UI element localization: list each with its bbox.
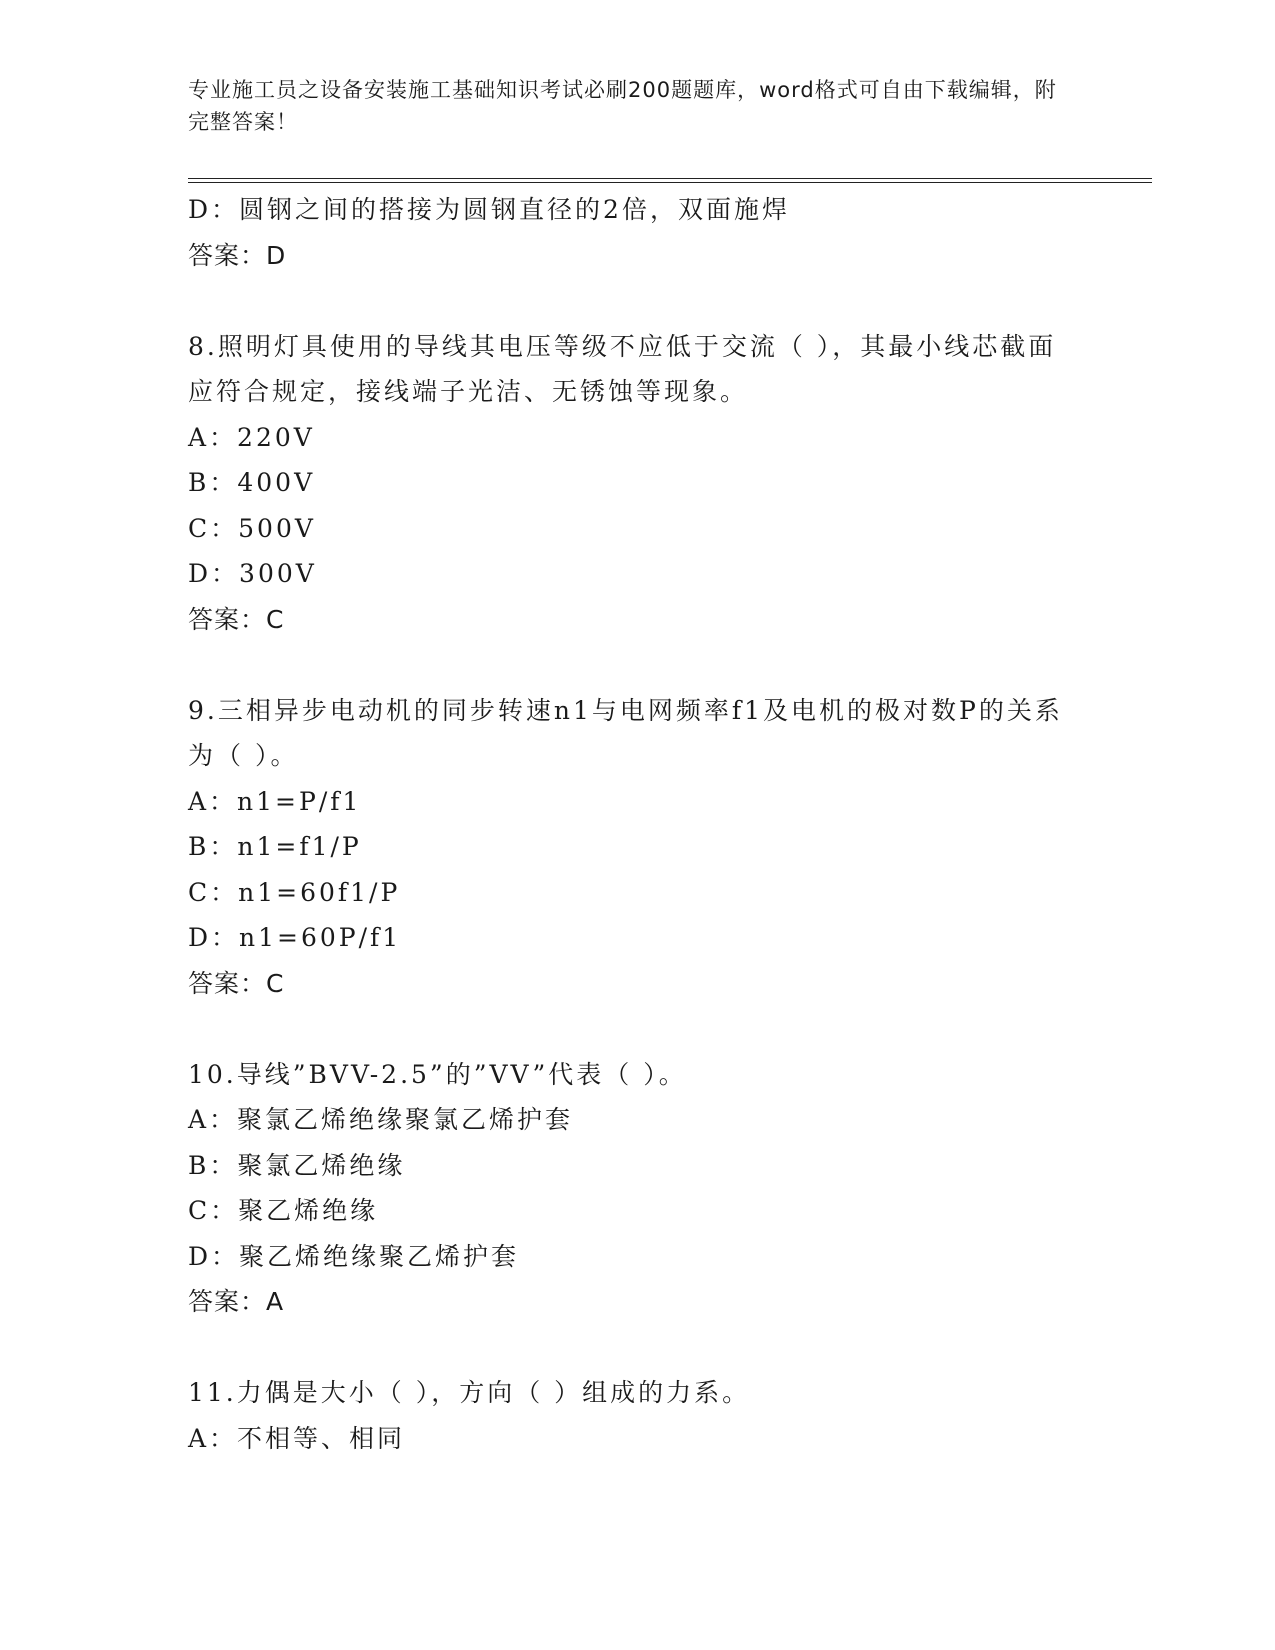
question-stem: 10.导线”BVV-2.5”的”VV”代表（ ）。 bbox=[188, 1059, 687, 1089]
question-stem: 11.力偶是大小（ ），方向（ ）组成的力系。 bbox=[188, 1378, 751, 1407]
question-8 bbox=[188, 324, 1088, 643]
option-d: D：n1=60P/f1 bbox=[188, 923, 402, 952]
header-rule-thick bbox=[188, 178, 1152, 179]
answer: 答案：C bbox=[188, 968, 285, 998]
answer: 答案：C bbox=[188, 604, 285, 634]
prev-answer: 答案：D bbox=[188, 240, 287, 270]
document-body bbox=[188, 187, 1088, 1461]
question-stem: 8.照明灯具使用的导线其电压等级不应低于交流（ ），其最小线芯截面应符合规定，接线端子光洁、无锈蚀等现象。 bbox=[188, 331, 1057, 406]
document-header: 专业施工员之设备安装施工基础知识考试必刷200题题库，word格式可自由下载编辑，附完整答案！ bbox=[188, 78, 1057, 134]
option-a: A：聚氯乙烯绝缘聚氯乙烯护套 bbox=[188, 1105, 574, 1134]
answer: 答案：A bbox=[188, 1287, 285, 1316]
question-stem: 9.三相异步电动机的同步转速n1与电网频率f1及电机的极对数P的关系为（ ）。 bbox=[188, 695, 1063, 770]
question-11 bbox=[188, 1370, 1088, 1461]
option-a: A：n1=P/f1 bbox=[188, 786, 362, 816]
question-10 bbox=[188, 1052, 1088, 1325]
option-b: B：n1=f1/P bbox=[188, 832, 362, 861]
option-c: C：聚乙烯绝缘 bbox=[188, 1196, 379, 1225]
option-a: A：220V bbox=[188, 422, 315, 452]
prev-option-d: D：圆钢之间的搭接为圆钢直径的2倍，双面施焊 bbox=[188, 195, 790, 224]
option-b: B：400V bbox=[188, 468, 316, 497]
option-d: D：聚乙烯绝缘聚乙烯护套 bbox=[188, 1241, 520, 1271]
option-c: C：n1=60f1/P bbox=[188, 877, 401, 907]
option-c: C：500V bbox=[188, 513, 316, 543]
question-9 bbox=[188, 688, 1088, 1007]
option-a: A：不相等、相同 bbox=[188, 1423, 406, 1453]
option-b: B：聚氯乙烯绝缘 bbox=[188, 1150, 406, 1180]
option-d: D：300V bbox=[188, 559, 317, 588]
header-rule-thin bbox=[188, 182, 1152, 183]
